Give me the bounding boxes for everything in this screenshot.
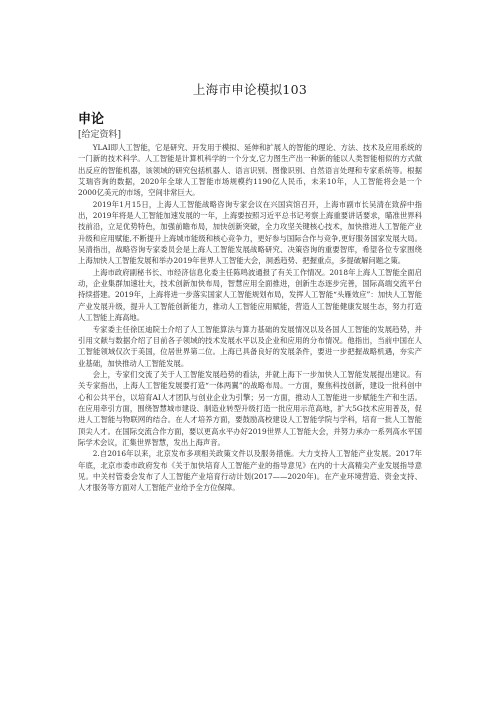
section-heading: 申论	[78, 112, 105, 127]
subsection-label: [给定资料]	[78, 130, 122, 140]
paragraph-2: 2019年1月15日，上海人工智能战略咨询专家会议在兴国宾馆召开，上海市副市长吴清在致辞中指出，2019年将是人工智能加速发展的一年，上海要按照习近平总书记考察上海重要讲话要求，瞄准世界科技前沿，立足优势特色，加强前瞻布局，加快创新突破，全力攻坚关键核心技术，加快推进人工智能产业升级和应用赋能,不断提升上海城市能级和核心竞争力，更好参与国际合作与竞争,更好服务国家发展大局。吴清指出，战略咨询专家委员会是上海人工智能发展战略研究、决策咨询的重要智库，希望各位专家围绕上海加快人工智能发展和举办2019年世界人工智能大会，洞悉趋势、把握重点，多提破解问题之策。	[78, 199, 422, 266]
paragraph-6: 2.自2016年以来，北京发布多项相关政策文件以及服务措施。大力支持人工智能产业发展。2017年年底，北京市委市政府发布《关于加快培育人工智能产业的指导意见》在内的十大高精尖产业发展指导意见。中关村管委会发布了人工智能产业培育行动计划(2017——2020年)。在产业环境营造、资金支持、人才服务等方面对人工智能产业给予全方位保障。	[78, 449, 422, 493]
document-title: 上海市申论模拟103	[192, 82, 308, 97]
paragraph-5: 会上，专家们交流了关于人工智能发展趋势的看法，并就上海下一步加快人工智能发展提出建议。有关专家指出，上海人工智能发展要打造“一体两翼”的战略布局。一方面，聚焦科技创新，建设一批科创中心和公共平台，以培育AI人才团队与创业企业为引擎；另一方面，推动人工智能进一步赋能生产和生活。在应用牵引方面，围绕智慧城市建设、制造业转型升级打造一批应用示范高地，扩大5G技术应用普及，促进人工智能与物联网的结合。在人才培养方面，要鼓励高校建设人工智能学院与学科，培育一批人工智能顶尖人才。在国际交流合作方面，要以更高水平办好2019世界人工智能大会，并努力承办一系列高水平国际学术会议，汇集世界智慧，发出上海声音。	[78, 369, 422, 447]
paragraph-4: 专家委主任徐匡迪院士介绍了人工智能算法与算力基础的发展情况以及各国人工智能的发展趋势，并引用文献与数据介绍了目前各子领域的技术发展水平以及企业和应用的分布情况。他指出，当前中国在人工智能领域仅次于美国，位居世界第二位。上海已具备良好的发展条件，要进一步把握战略机遇，夯实产业基础，加快推动人工智能发展。	[78, 324, 422, 368]
paragraph-1: YLAI即人工智能，它是研究、开发用于模拟、延伸和扩展人的智能的理论、方法、技术及应用系统的一门新的技术科学。人工智能是计算机科学的一个分支,它力图生产出一种新的能以人类智能相似的方式做出反应的智能机器，该领域的研究包括机器人、语言识别、图像识别、自然语言处理和专家系统等。根据艾瑞咨询的数据，2020年全球人工智能市场规模约1190亿人民币，未来10年，人工智能将会是一个2000亿美元的市场，空间非常巨大。	[78, 143, 422, 198]
document-body	[78, 142, 422, 494]
paragraph-3: 上海市政府副秘书长、市经济信息化委主任陈鸣波通报了有关工作情况。2018年上海人工智能全面启动，企业集群加速壮大，技术创新加快布局，智慧应用全面推进，创新生态逐步完善，国际高端交流平台持续搭建。2019年，上海将进一步落实国家人工智能规划布局，发挥人工智能“头雁效应”：加快人工智能产业发展升级，提升人工智能创新能力，推动人工智能应用赋能，营造人工智能健康发展生态，努力打造人工智能上海高地。	[78, 267, 422, 323]
